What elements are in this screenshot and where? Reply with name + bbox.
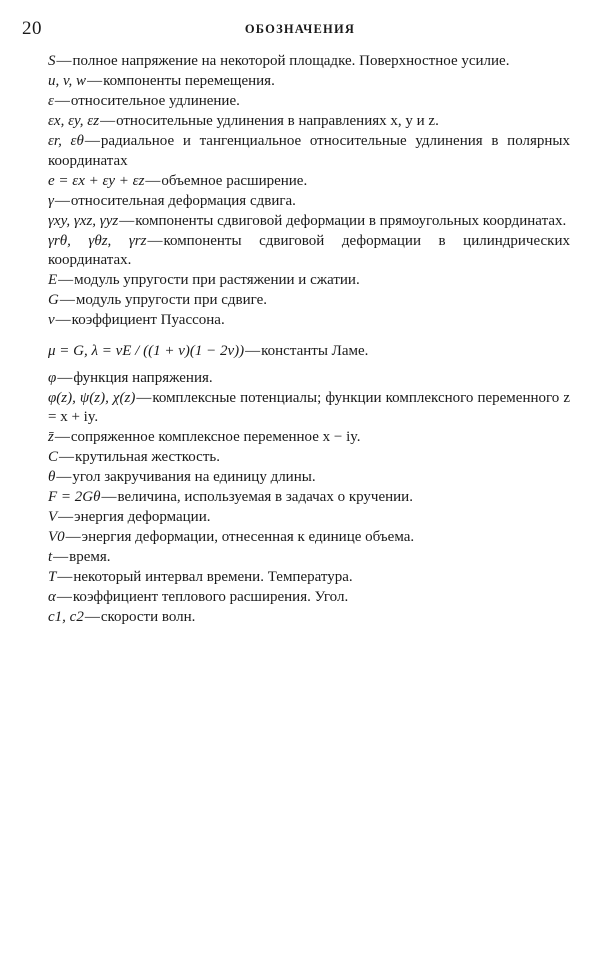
notation-symbol: t: [48, 549, 53, 565]
notation-dash: —: [57, 369, 73, 386]
notation-entry: [48, 52, 570, 72]
notation-entry: [48, 72, 570, 92]
notation-text: константы Ламе.: [261, 342, 369, 359]
notation-text: коэффициент Пуассона.: [71, 312, 225, 328]
notation-symbol: ε: [48, 93, 54, 109]
notation-text: компоненты сдвиговой деформации в прямоугольных координатах.: [135, 212, 567, 229]
notation-dash: —: [147, 232, 163, 249]
notation-entry: [48, 333, 570, 369]
notation-text: модуль упругости при растяжении и сжатии.: [74, 272, 360, 288]
notation-entry: [48, 212, 570, 232]
notation-symbol: e = εx + εy + εz: [48, 172, 145, 189]
notation-dash: —: [65, 529, 81, 545]
notation-entry: [48, 508, 570, 528]
notation-symbol: S: [48, 53, 56, 69]
notation-entry: [48, 291, 570, 311]
notation-dash: —: [100, 113, 116, 129]
notation-text: модуль упругости при сдвиге.: [75, 292, 267, 308]
notation-entry: [48, 568, 570, 588]
notation-dash: —: [58, 509, 74, 525]
notation-symbol: εx, εy, εz: [48, 113, 100, 129]
notation-text: радиальное и тангенциальное относительные удлинения в полярных координатах: [48, 133, 570, 169]
notation-symbol: α: [48, 589, 56, 605]
notation-entry: [48, 488, 570, 508]
notation-text: угол закручивания на единицу длины.: [72, 469, 316, 485]
notation-entry: [48, 528, 570, 548]
notation-dash: —: [58, 272, 74, 288]
notation-dash: —: [136, 389, 152, 406]
notation-entry: [48, 92, 570, 112]
notation-dash: —: [57, 569, 73, 585]
notation-text: скорости волн.: [100, 609, 196, 625]
notation-text: относительная деформация сдвига.: [70, 192, 296, 209]
page-number: 20: [22, 18, 42, 39]
notation-text: энергия деформации.: [74, 509, 211, 525]
notation-dash: —: [145, 172, 161, 189]
notation-dash: —: [119, 212, 135, 229]
notation-text: величина, используемая в задачах о кручении.: [117, 489, 413, 505]
notation-text: относительное удлинение.: [70, 93, 240, 109]
notation-text: крутильная жесткость.: [75, 449, 220, 465]
notation-entry: [48, 311, 570, 331]
notation-dash: —: [53, 549, 69, 565]
notation-dash: —: [245, 342, 261, 359]
notation-text: энергия деформации, отнесенная к единице объема.: [81, 529, 415, 545]
notation-dash: —: [84, 133, 100, 149]
notation-text: объемное расширение.: [161, 172, 308, 189]
notation-symbol: T: [48, 569, 57, 585]
notation-symbol: γ: [48, 192, 54, 209]
notation-text: время.: [69, 549, 111, 565]
notation-dash: —: [54, 192, 70, 209]
notation-symbol: V0: [48, 529, 65, 545]
notation-symbol: ν: [48, 312, 55, 328]
notation-symbol: C: [48, 449, 59, 465]
notation-entry: [48, 271, 570, 291]
notation-dash: —: [54, 429, 70, 445]
notation-entry: [48, 232, 570, 271]
notation-symbol: θ: [48, 469, 56, 485]
notation-text: некоторый интервал времени. Температура.: [73, 569, 353, 585]
notation-text: функция напряжения.: [73, 369, 213, 386]
notation-text: компоненты перемещения.: [103, 73, 275, 89]
running-title: ОБОЗНАЧЕНИЯ: [244, 22, 356, 36]
notation-symbol: φ: [48, 369, 57, 386]
notation-symbol: γrθ, γθz, γrz: [48, 232, 147, 249]
notation-dash: —: [101, 489, 117, 505]
notation-entry: [48, 548, 570, 568]
notation-text: полное напряжение на некоторой площадке. Поверхностное усилие.: [72, 53, 510, 69]
notation-symbol: μ = G, λ = νE / ((1 + ν)(1 − 2ν)): [48, 342, 245, 359]
notation-entry: [48, 192, 570, 212]
notation-symbol: γxy, γxz, γyz: [48, 212, 119, 229]
notation-entry: [48, 112, 570, 132]
notation-symbol: u, v, w: [48, 73, 87, 89]
notation-symbol: c1, c2: [48, 609, 84, 625]
notation-entry: [48, 608, 570, 628]
notation-text: компоненты сдвиговой деформации в цилиндрических координатах.: [48, 232, 570, 268]
notation-symbol: E: [48, 272, 58, 288]
notation-entry: [48, 468, 570, 488]
notation-symbol: εr, εθ: [48, 133, 84, 149]
notation-text: относительные удлинения в направлениях x, y и z.: [116, 113, 439, 129]
notation-entry: [48, 389, 570, 428]
notation-dash: —: [87, 73, 103, 89]
notation-dash: —: [84, 609, 100, 625]
notation-symbol: G: [48, 292, 59, 308]
notation-entry: [48, 369, 570, 389]
notation-list: [48, 52, 570, 628]
notation-text: сопряженное комплексное переменное x − iy.: [70, 429, 361, 445]
notation-entry: [48, 132, 570, 171]
notation-entry: [48, 172, 570, 192]
notation-dash: —: [56, 53, 72, 69]
notation-dash: —: [55, 312, 71, 328]
notation-entry: [48, 588, 570, 608]
notation-symbol: V: [48, 509, 58, 525]
notation-dash: —: [56, 469, 72, 485]
notation-text: комплексные потенциалы; функции комплексного переменного z = x + iy.: [48, 389, 571, 425]
notation-symbol: F = 2Gθ: [48, 489, 101, 505]
notation-symbol: z̄: [48, 429, 54, 445]
notation-dash: —: [59, 449, 75, 465]
notation-dash: —: [56, 589, 72, 605]
notation-dash: —: [54, 93, 70, 109]
notation-entry: [48, 428, 570, 448]
notation-symbol: φ(z), ψ(z), χ(z): [48, 389, 136, 406]
notation-entry: [48, 448, 570, 468]
notation-text: коэффициент теплового расширения. Угол.: [72, 589, 349, 605]
notation-dash: —: [59, 292, 75, 308]
